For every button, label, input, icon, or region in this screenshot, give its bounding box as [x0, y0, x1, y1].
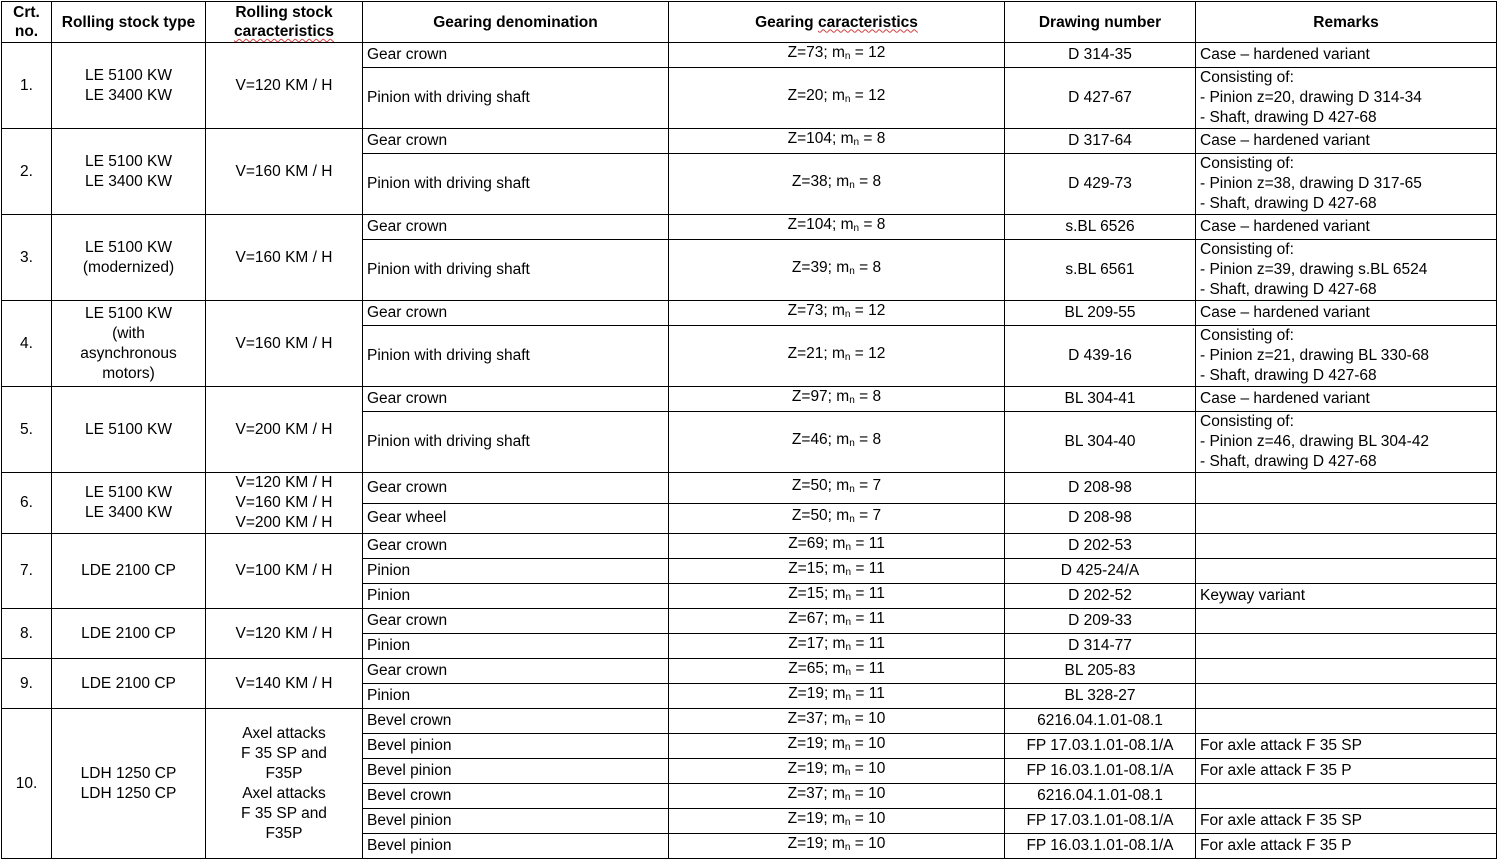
- gearing-denomination-cell: Gear crown: [363, 659, 669, 684]
- drawing-number-cell: s.BL 6561: [1005, 240, 1196, 301]
- gearing-caracteristics-cell: [669, 215, 1005, 240]
- drawing-number-cell: BL 304-41: [1005, 387, 1196, 412]
- remarks-cell: Case – hardened variant: [1196, 301, 1497, 326]
- gearing-caracteristics-cell: [669, 387, 1005, 412]
- gearing-table: [1, 1, 1497, 859]
- gearing-denomination-cell: Gear crown: [363, 301, 669, 326]
- crt-no-cell: 8.: [2, 609, 52, 659]
- remarks-cell: Case – hardened variant: [1196, 387, 1497, 412]
- gearing-caracteristics-cell: [669, 734, 1005, 759]
- header-caracteristics-line1: Rolling stock: [235, 4, 333, 21]
- rolling-stock-caracteristics-cell: Axel attacks F 35 SP and F35P Axel attacks F 35 SP and F35P: [206, 709, 363, 859]
- teeth-and-module-text: Z=37; m: [787, 710, 845, 727]
- teeth-and-module-text: Z=20; m: [787, 87, 845, 104]
- gearing-caracteristics-cell: [669, 473, 1005, 504]
- teeth-and-module-text: Z=50; m: [791, 507, 850, 525]
- drawing-number-cell: BL 304-40: [1005, 412, 1196, 473]
- remarks-cell: [1196, 709, 1497, 734]
- drawing-number-cell: 6216.04.1.01-08.1: [1005, 784, 1196, 809]
- gearing-denomination-cell: Gear crown: [363, 129, 669, 154]
- rolling-stock-type-cell: LDE 2100 CP: [52, 609, 206, 659]
- gearing-caracteristics-cell: [669, 709, 1005, 734]
- remarks-cell: Consisting of: - Pinion z=39, drawing s.BL 6524 - Shaft, drawing D 427-68: [1196, 240, 1497, 301]
- table-row: [2, 609, 1497, 634]
- remarks-cell: Case – hardened variant: [1196, 43, 1497, 68]
- header-remarks: Remarks: [1196, 2, 1497, 43]
- gearing-denomination-cell: Gear crown: [363, 609, 669, 634]
- gearing-caracteristics-cell: [669, 559, 1005, 584]
- gearing-caracteristics-cell: [669, 129, 1005, 154]
- teeth-and-module-text: Z=19; m: [787, 735, 845, 752]
- gearing-denomination-cell: Gear crown: [363, 473, 669, 504]
- remarks-cell: Consisting of: - Pinion z=20, drawing D 314-34 - Shaft, drawing D 427-68: [1196, 68, 1497, 129]
- header-rolling-stock-type: Rolling stock type: [52, 2, 206, 43]
- drawing-number-cell: D 202-53: [1005, 534, 1196, 559]
- drawing-number-cell: D 425-24/A: [1005, 559, 1196, 584]
- teeth-and-module-text: Z=46; m: [791, 431, 850, 448]
- module-value-text: = 11: [855, 560, 885, 577]
- module-subscript: n: [845, 567, 852, 578]
- gearing-caracteristics-cell: [669, 43, 1005, 68]
- gearing-denomination-cell: Pinion with driving shaft: [363, 412, 669, 473]
- drawing-number-cell: D 209-33: [1005, 609, 1196, 634]
- drawing-number-cell: D 429-73: [1005, 154, 1196, 215]
- module-subscript: n: [849, 483, 855, 495]
- gearing-denomination-cell: Gear crown: [363, 387, 669, 412]
- drawing-number-cell: D 208-98: [1005, 503, 1196, 534]
- rolling-stock-caracteristics-cell: V=160 KM / H: [206, 215, 363, 301]
- teeth-and-module-text: Z=19; m: [787, 810, 845, 827]
- gearing-caracteristics-cell: [669, 609, 1005, 634]
- teeth-and-module-text: Z=37; m: [787, 785, 845, 802]
- module-subscript: n: [844, 51, 851, 62]
- table-body: [2, 43, 1497, 859]
- header-caracteristics-line2: caracteristics: [234, 23, 334, 40]
- header-crt-no: Crt. no.: [2, 2, 52, 43]
- rolling-stock-type-cell: LE 5100 KW (modernized): [52, 215, 206, 301]
- module-value-text: = 11: [855, 660, 885, 677]
- drawing-number-cell: FP 17.03.1.01-08.1/A: [1005, 809, 1196, 834]
- teeth-and-module-text: Z=73; m: [787, 44, 845, 61]
- module-value-text: = 10: [854, 810, 886, 827]
- drawing-number-cell: D 314-35: [1005, 43, 1196, 68]
- gearing-denomination-cell: Pinion with driving shaft: [363, 154, 669, 215]
- module-subscript: n: [845, 667, 852, 678]
- module-value-text: = 7: [859, 507, 882, 525]
- gearing-caracteristics-cell: [669, 240, 1005, 301]
- module-subscript: n: [853, 137, 860, 148]
- table-row: [2, 534, 1497, 559]
- gearing-caracteristics-cell: [669, 784, 1005, 809]
- module-subscript: n: [844, 352, 851, 363]
- module-value-text: = 11: [855, 685, 885, 702]
- module-value-text: = 11: [855, 635, 885, 652]
- remarks-cell: Case – hardened variant: [1196, 129, 1497, 154]
- teeth-and-module-text: Z=15; m: [788, 585, 846, 602]
- gearing-caracteristics-cell: [669, 503, 1005, 534]
- gearing-denomination-cell: Pinion: [363, 634, 669, 659]
- module-subscript: n: [844, 94, 851, 105]
- teeth-and-module-text: Z=19; m: [787, 835, 845, 852]
- module-value-text: = 8: [863, 216, 886, 233]
- gearing-denomination-cell: Pinion with driving shaft: [363, 68, 669, 129]
- table-row: [2, 129, 1497, 154]
- rolling-stock-caracteristics-cell: V=120 KM / H V=160 KM / H V=200 KM / H: [206, 473, 363, 534]
- gearing-denomination-cell: Bevel pinion: [363, 834, 669, 859]
- teeth-and-module-text: Z=104; m: [787, 216, 854, 233]
- drawing-number-cell: FP 16.03.1.01-08.1/A: [1005, 759, 1196, 784]
- module-subscript: n: [849, 266, 855, 277]
- remarks-cell: [1196, 659, 1497, 684]
- crt-no-cell: 7.: [2, 534, 52, 609]
- rolling-stock-type-cell: LE 5100 KW: [52, 387, 206, 473]
- gearing-denomination-cell: Gear wheel: [363, 503, 669, 534]
- gearing-denomination-cell: Bevel pinion: [363, 734, 669, 759]
- module-subscript: n: [845, 642, 852, 653]
- remarks-cell: [1196, 784, 1497, 809]
- remarks-cell: Consisting of: - Pinion z=46, drawing BL 304-42 - Shaft, drawing D 427-68: [1196, 412, 1497, 473]
- drawing-number-cell: BL 209-55: [1005, 301, 1196, 326]
- remarks-cell: For axle attack F 35 SP: [1196, 734, 1497, 759]
- remarks-cell: [1196, 503, 1497, 534]
- header-drawing-number: Drawing number: [1005, 2, 1196, 43]
- header-row: [2, 2, 1497, 43]
- rolling-stock-type-cell: LE 5100 KW LE 3400 KW: [52, 43, 206, 129]
- teeth-and-module-text: Z=69; m: [788, 535, 846, 552]
- remarks-cell: Keyway variant: [1196, 584, 1497, 609]
- module-subscript: n: [844, 717, 851, 728]
- rolling-stock-caracteristics-cell: V=200 KM / H: [206, 387, 363, 473]
- crt-no-cell: 4.: [2, 301, 52, 387]
- remarks-cell: For axle attack F 35 P: [1196, 759, 1497, 784]
- gearing-denomination-cell: Pinion with driving shaft: [363, 326, 669, 387]
- module-value-text: = 11: [855, 585, 885, 602]
- gearing-denomination-cell: Pinion: [363, 684, 669, 709]
- gearing-denomination-cell: Pinion with driving shaft: [363, 240, 669, 301]
- header-gearing-word: Gearing: [755, 13, 814, 31]
- gearing-denomination-cell: Gear crown: [363, 215, 669, 240]
- rolling-stock-caracteristics-cell: V=120 KM / H: [206, 609, 363, 659]
- gearing-denomination-cell: Bevel crown: [363, 784, 669, 809]
- module-subscript: n: [844, 842, 851, 853]
- module-subscript: n: [849, 395, 855, 406]
- module-subscript: n: [849, 180, 855, 191]
- rolling-stock-type-cell: LDH 1250 CP LDH 1250 CP: [52, 709, 206, 859]
- module-value-text: = 12: [854, 44, 886, 61]
- gearing-denomination-cell: Gear crown: [363, 43, 669, 68]
- module-value-text: = 10: [854, 760, 886, 777]
- gearing-caracteristics-cell: [669, 584, 1005, 609]
- gearing-caracteristics-cell: [669, 809, 1005, 834]
- remarks-cell: [1196, 473, 1497, 504]
- module-subscript: n: [849, 514, 855, 526]
- drawing-number-cell: D 427-67: [1005, 68, 1196, 129]
- drawing-number-cell: D 317-64: [1005, 129, 1196, 154]
- gearing-denomination-cell: Bevel crown: [363, 709, 669, 734]
- module-subscript: n: [849, 438, 855, 449]
- gearing-caracteristics-cell: [669, 834, 1005, 859]
- module-value-text: = 12: [854, 302, 886, 319]
- module-value-text: = 10: [854, 735, 886, 752]
- drawing-number-cell: FP 17.03.1.01-08.1/A: [1005, 734, 1196, 759]
- table-row: [2, 473, 1497, 504]
- remarks-cell: Case – hardened variant: [1196, 215, 1497, 240]
- drawing-number-cell: 6216.04.1.01-08.1: [1005, 709, 1196, 734]
- drawing-number-cell: D 439-16: [1005, 326, 1196, 387]
- table-row: [2, 301, 1497, 326]
- header-rolling-stock-caracteristics: [206, 2, 363, 43]
- gearing-caracteristics-cell: [669, 301, 1005, 326]
- gearing-caracteristics-cell: [669, 412, 1005, 473]
- teeth-and-module-text: Z=39; m: [791, 259, 850, 276]
- drawing-number-cell: BL 328-27: [1005, 684, 1196, 709]
- gearing-caracteristics-cell: [669, 634, 1005, 659]
- table-row: [2, 387, 1497, 412]
- remarks-cell: [1196, 534, 1497, 559]
- rolling-stock-type-cell: LE 5100 KW LE 3400 KW: [52, 473, 206, 534]
- rolling-stock-type-cell: LE 5100 KW (with asynchronous motors): [52, 301, 206, 387]
- rolling-stock-caracteristics-cell: V=100 KM / H: [206, 534, 363, 609]
- module-subscript: n: [844, 767, 851, 778]
- teeth-and-module-text: Z=73; m: [787, 302, 845, 319]
- teeth-and-module-text: Z=97; m: [791, 388, 850, 405]
- teeth-and-module-text: Z=21; m: [787, 345, 845, 362]
- table-row: [2, 215, 1497, 240]
- remarks-cell: Consisting of: - Pinion z=38, drawing D 317-65 - Shaft, drawing D 427-68: [1196, 154, 1497, 215]
- module-value-text: = 7: [859, 476, 882, 494]
- rolling-stock-caracteristics-cell: V=160 KM / H: [206, 129, 363, 215]
- rolling-stock-type-cell: LDE 2100 CP: [52, 534, 206, 609]
- remarks-cell: [1196, 559, 1497, 584]
- gearing-denomination-cell: Pinion: [363, 584, 669, 609]
- remarks-cell: [1196, 684, 1497, 709]
- crt-no-cell: 1.: [2, 43, 52, 129]
- gearing-caracteristics-cell: [669, 326, 1005, 387]
- table-row: [2, 659, 1497, 684]
- crt-no-cell: 10.: [2, 709, 52, 859]
- module-value-text: = 8: [863, 130, 886, 147]
- module-value-text: = 10: [854, 785, 886, 802]
- teeth-and-module-text: Z=38; m: [791, 173, 850, 190]
- rolling-stock-type-cell: LE 5100 KW LE 3400 KW: [52, 129, 206, 215]
- teeth-and-module-text: Z=17; m: [788, 635, 846, 652]
- rolling-stock-caracteristics-cell: V=140 KM / H: [206, 659, 363, 709]
- header-caracteristics-word: caracteristics: [817, 13, 918, 31]
- gearing-denomination-cell: Bevel pinion: [363, 809, 669, 834]
- module-value-text: = 11: [855, 610, 885, 627]
- module-subscript: n: [845, 592, 852, 603]
- teeth-and-module-text: Z=15; m: [788, 560, 846, 577]
- teeth-and-module-text: Z=67; m: [788, 610, 846, 627]
- module-value-text: = 8: [859, 388, 882, 405]
- gearing-denomination-cell: Bevel pinion: [363, 759, 669, 784]
- crt-no-cell: 3.: [2, 215, 52, 301]
- module-subscript: n: [844, 792, 851, 803]
- crt-no-cell: 5.: [2, 387, 52, 473]
- gearing-denomination-cell: Gear crown: [363, 534, 669, 559]
- drawing-number-cell: FP 16.03.1.01-08.1/A: [1005, 834, 1196, 859]
- gearing-caracteristics-cell: [669, 659, 1005, 684]
- module-value-text: = 10: [854, 710, 886, 727]
- module-value-text: = 10: [854, 835, 886, 852]
- table-row: [2, 43, 1497, 68]
- module-value-text: = 8: [859, 173, 882, 190]
- teeth-and-module-text: Z=104; m: [787, 130, 854, 147]
- header-gearing-caracteristics: [669, 2, 1005, 43]
- module-subscript: n: [844, 817, 851, 828]
- crt-no-cell: 6.: [2, 473, 52, 534]
- table-row: [2, 709, 1497, 734]
- teeth-and-module-text: Z=65; m: [788, 660, 846, 677]
- remarks-cell: [1196, 634, 1497, 659]
- gearing-caracteristics-cell: [669, 154, 1005, 215]
- drawing-number-cell: D 314-77: [1005, 634, 1196, 659]
- module-value-text: = 8: [859, 259, 882, 276]
- teeth-and-module-text: Z=50; m: [791, 476, 850, 494]
- rolling-stock-caracteristics-cell: V=160 KM / H: [206, 301, 363, 387]
- drawing-number-cell: s.BL 6526: [1005, 215, 1196, 240]
- module-value-text: = 12: [854, 345, 886, 362]
- gearing-caracteristics-cell: [669, 534, 1005, 559]
- header-gearing-denomination: Gearing denomination: [363, 2, 669, 43]
- module-value-text: = 12: [854, 87, 886, 104]
- gearing-caracteristics-cell: [669, 684, 1005, 709]
- remarks-cell: For axle attack F 35 SP: [1196, 809, 1497, 834]
- module-subscript: n: [845, 542, 852, 553]
- gearing-caracteristics-cell: [669, 68, 1005, 129]
- module-subscript: n: [844, 309, 851, 320]
- module-subscript: n: [853, 223, 860, 234]
- crt-no-cell: 9.: [2, 659, 52, 709]
- module-value-text: = 8: [859, 431, 882, 448]
- crt-no-cell: 2.: [2, 129, 52, 215]
- gearing-caracteristics-cell: [669, 759, 1005, 784]
- rolling-stock-caracteristics-cell: V=120 KM / H: [206, 43, 363, 129]
- rolling-stock-type-cell: LDE 2100 CP: [52, 659, 206, 709]
- remarks-cell: For axle attack F 35 P: [1196, 834, 1497, 859]
- teeth-and-module-text: Z=19; m: [788, 685, 846, 702]
- module-subscript: n: [845, 692, 852, 703]
- remarks-cell: Consisting of: - Pinion z=21, drawing BL 330-68 - Shaft, drawing D 427-68: [1196, 326, 1497, 387]
- remarks-cell: [1196, 609, 1497, 634]
- drawing-number-cell: D 208-98: [1005, 473, 1196, 504]
- gearing-denomination-cell: Pinion: [363, 559, 669, 584]
- drawing-number-cell: D 202-52: [1005, 584, 1196, 609]
- drawing-number-cell: BL 205-83: [1005, 659, 1196, 684]
- module-value-text: = 11: [855, 535, 885, 552]
- teeth-and-module-text: Z=19; m: [787, 760, 845, 777]
- module-subscript: n: [844, 742, 851, 753]
- module-subscript: n: [845, 617, 852, 628]
